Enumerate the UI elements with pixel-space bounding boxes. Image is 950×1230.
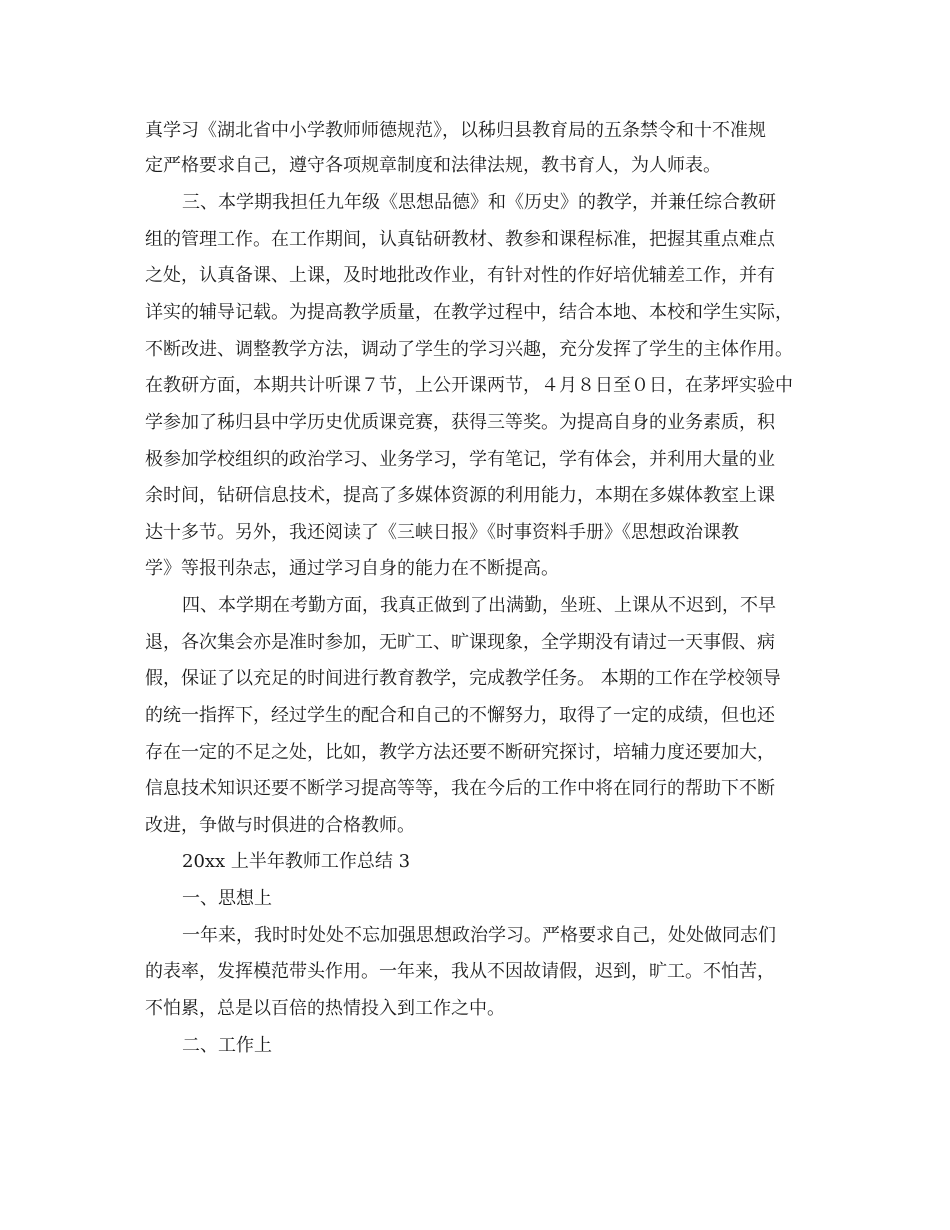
text-line: 组的管理工作。在工作期间，认真钻研教材、教参和课程标准，把握其重点难点 [145, 229, 775, 250]
text-line: 信息技术知识还要不断学习提高等等，我在今后的工作中将在同行的帮助下不断 [145, 778, 775, 799]
text-line: 退，各次集会亦是准时参加，无旷工、旷课现象，全学期没有请过一天事假、病 [145, 632, 775, 653]
text-line: 改进，争做与时俱进的合格教师。 [145, 815, 415, 836]
text-line: 余时间，钻研信息技术，提高了多媒体资源的利用能力，本期在多媒体教室上课 [145, 485, 775, 506]
text-line: 不怕累，总是以百倍的热情投入到工作之中。 [145, 998, 505, 1019]
text-line: 真学习《湖北省中小学教师师德规范》，以秭归县教育局的五条禁令和十不准规 [145, 120, 766, 141]
text-line: 在教研方面，本期共计听课７节，上公开课两节，４月８日至０日，在茅坪实验中 [145, 375, 793, 396]
section-heading: 20xx 上半年教师工作总结 3 [182, 851, 411, 872]
paragraph-start: 一年来，我时时处处不忘加强思想政治学习。严格要求自己，处处做同志们 [182, 925, 776, 946]
subsection-heading: 一、思想上 [182, 888, 272, 909]
text-line: 之处，认真备课、上课，及时地批改作业，有针对性的作好培优辅差工作，并有 [145, 265, 775, 286]
text-line: 极参加学校组织的政治学习、业务学习，学有笔记，学有体会，并利用大量的业 [145, 449, 775, 470]
text-line: 定严格要求自己，遵守各项规章制度和法律法规，教书育人，为人师表。 [145, 155, 721, 176]
text-line: 学参加了秭归县中学历史优质课竞赛，获得三等奖。为提高自身的业务素质，积 [145, 412, 775, 433]
text-line: 的表率，发挥模范带头作用。一年来，我从不因故请假，迟到，旷工。不怕苦， [145, 961, 775, 982]
text-line: 达十多节。另外，我还阅读了《三峡日报》《时事资料手册》《思想政治课教 [145, 522, 739, 543]
text-line: 不断改进、调整教学方法，调动了学生的学习兴趣，充分发挥了学生的主体作用。 [145, 339, 793, 360]
subsection-heading: 二、工作上 [182, 1035, 272, 1056]
text-line: 详实的辅导记载。为提高教学质量，在教学过程中，结合本地、本校和学生实际， [145, 302, 793, 323]
paragraph-start: 三、本学期我担任九年级《思想品德》和《历史》的教学，并兼任综合教研 [182, 192, 776, 213]
text-line: 学》等报刊杂志，通过学习自身的能力在不断提高。 [145, 558, 559, 579]
text-line: 假，保证了以充足的时间进行教育教学，完成教学任务。 本期的工作在学校领导 [145, 668, 781, 689]
text-line: 的统一指挥下，经过学生的配合和自己的不懈努力，取得了一定的成绩，但也还 [145, 705, 775, 726]
text-line: 存在一定的不足之处，比如，教学方法还要不断研究探讨，培辅力度还要加大， [145, 742, 775, 763]
paragraph-start: 四、本学期在考勤方面，我真正做到了出满勤，坐班、上课从不迟到，不早 [182, 595, 776, 616]
